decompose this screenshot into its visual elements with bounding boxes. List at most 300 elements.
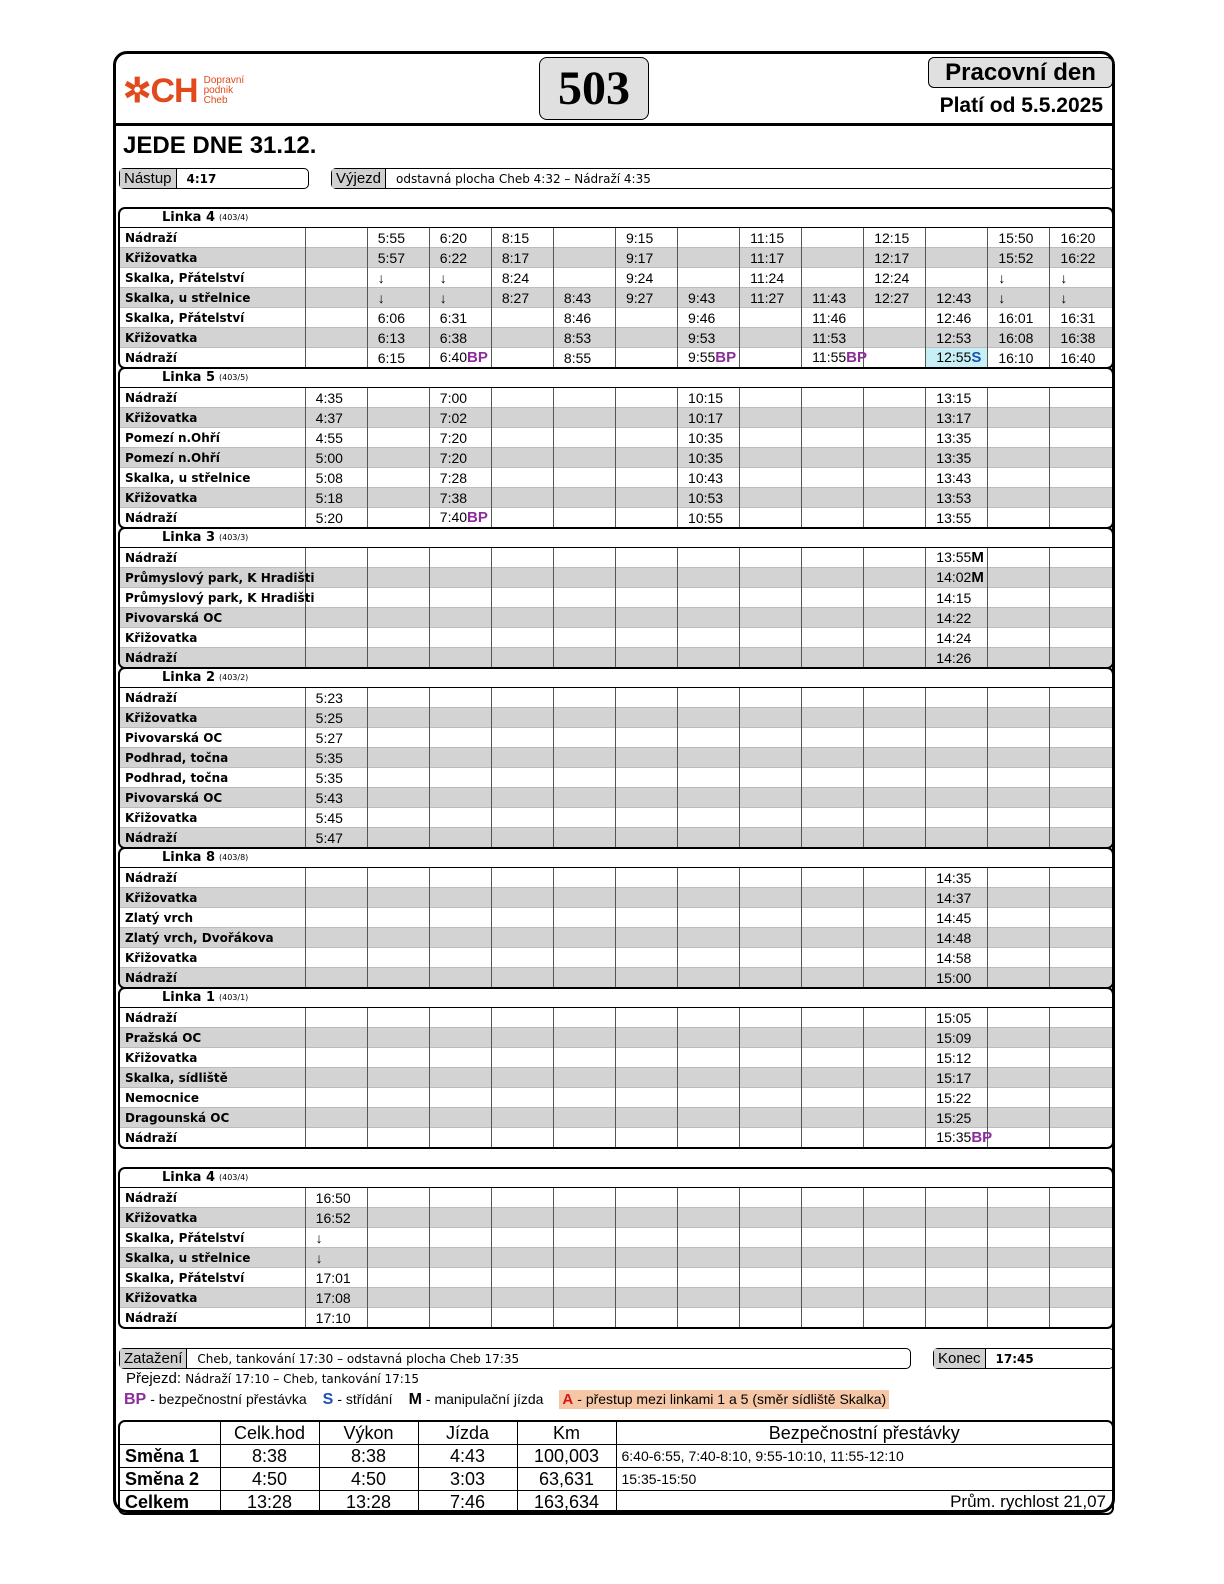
- time-cell: [926, 1108, 988, 1128]
- time-cell: [615, 1288, 677, 1308]
- time-cell: [926, 968, 988, 988]
- legend-item-s: [323, 1391, 393, 1409]
- time-cell: [305, 448, 367, 468]
- time-cell: [429, 1088, 491, 1108]
- time-cell: [615, 828, 677, 848]
- time-cell: [491, 1308, 553, 1328]
- time-cell: [429, 608, 491, 628]
- time-cell: [367, 748, 429, 768]
- stop-row: [120, 1248, 1112, 1268]
- logo-text: [204, 76, 245, 106]
- time-cell: [988, 1008, 1050, 1028]
- time-cell: [429, 308, 491, 328]
- time-cell: [367, 828, 429, 848]
- stop-name: Nádraží: [120, 348, 305, 368]
- valid-from: Platí od 5.5.2025: [939, 94, 1103, 117]
- time-cell: [802, 348, 868, 368]
- time-cell: [1050, 1108, 1112, 1128]
- departure-time: 11:53: [812, 329, 847, 346]
- time-cell: [1050, 228, 1112, 248]
- time-cell: [615, 1248, 677, 1268]
- time-cell: [740, 1048, 802, 1068]
- time-cell: [864, 1308, 926, 1328]
- departure-time: 5:57: [377, 249, 405, 266]
- stop-row: [120, 1208, 1112, 1228]
- stop-row: [120, 448, 1112, 468]
- stop-row: [120, 288, 1112, 308]
- time-cell: [988, 268, 1050, 288]
- time-cell: [678, 788, 740, 808]
- line-title: [120, 989, 1112, 1008]
- time-cell: [429, 348, 491, 368]
- summary-label: Směna 1: [120, 1445, 220, 1468]
- stop-row: [120, 308, 1112, 328]
- time-cell: [802, 1048, 864, 1068]
- time-cell: [988, 588, 1050, 608]
- time-cell: [802, 608, 864, 628]
- time-cell: [802, 928, 864, 948]
- time-cell: [1050, 508, 1112, 528]
- departure-time: 5:23: [315, 689, 343, 706]
- time-cell: [678, 1108, 740, 1128]
- time-cell: [926, 608, 988, 628]
- stop-row: [120, 1188, 1112, 1208]
- time-cell: [615, 1088, 677, 1108]
- stop-row: [120, 1048, 1112, 1068]
- time-cell: [864, 388, 926, 408]
- departure-time: 13:17: [936, 409, 972, 426]
- departure-time: 9:55: [688, 349, 716, 365]
- summary-header: Celk.hod: [220, 1422, 319, 1445]
- time-cell: [615, 248, 677, 268]
- time-cell: [740, 608, 802, 628]
- departure-time: 9:17: [625, 249, 654, 266]
- time-cell: [367, 1068, 429, 1088]
- time-cell: [615, 688, 677, 708]
- time-cell: [367, 448, 429, 468]
- time-cell: [926, 908, 988, 928]
- summary-breaks: Prům. rychlost 21,07: [950, 1492, 1106, 1511]
- time-cell: [429, 548, 491, 568]
- time-cell: [1050, 908, 1112, 928]
- time-cell: [615, 1268, 677, 1288]
- time-cell: [305, 1008, 367, 1028]
- time-cell: [367, 548, 429, 568]
- stop-row: [120, 248, 1112, 268]
- time-cell: [802, 648, 864, 668]
- time-cell: [740, 1068, 802, 1088]
- time-cell: [1050, 608, 1112, 628]
- departure-time: 15:35: [936, 1129, 972, 1145]
- time-cell: [491, 408, 553, 428]
- time-cell: [740, 1128, 802, 1148]
- time-cell: [864, 268, 926, 288]
- time-cell: [988, 1208, 1050, 1228]
- line-title: [120, 209, 1112, 228]
- summary-jizda: 3:03: [418, 1468, 517, 1491]
- stop-row: [120, 708, 1112, 728]
- time-cell: [740, 628, 802, 648]
- departure-time: 13:55: [936, 509, 972, 526]
- time-cell: [802, 908, 864, 928]
- time-cell: [491, 1268, 553, 1288]
- departure-label: Výjezd: [332, 169, 386, 188]
- stop-name: Skalka, u střelnice: [120, 288, 305, 308]
- legend-key: M: [408, 1390, 422, 1408]
- time-cell: [926, 468, 988, 488]
- stop-row: [120, 888, 1112, 908]
- time-cell: [615, 288, 677, 308]
- time-cell: [678, 828, 740, 848]
- time-cell: [864, 908, 926, 928]
- departure-time: 7:28: [439, 469, 468, 486]
- departure-time: 11:55: [812, 349, 847, 365]
- time-cell: [740, 1228, 802, 1248]
- time-cell: [429, 828, 491, 848]
- time-cell: [678, 548, 740, 568]
- departure-time: 5:00: [315, 449, 343, 466]
- start-time: 4:17: [186, 171, 217, 186]
- stop-name: Křižovatka: [120, 708, 305, 728]
- time-cell: [491, 648, 553, 668]
- time-cell: [367, 268, 429, 288]
- time-cell: [864, 708, 926, 728]
- time-cell: [491, 608, 553, 628]
- departure-time: 10:35: [688, 429, 724, 446]
- time-cell: [678, 748, 740, 768]
- time-cell: [367, 648, 429, 668]
- time-cell: [429, 508, 491, 528]
- time-cell: [491, 768, 553, 788]
- stop-name: Nádraží: [120, 548, 305, 568]
- summary-vykon: 13:28: [319, 1491, 418, 1514]
- time-cell: [740, 488, 802, 508]
- time-cell: [988, 1128, 1050, 1148]
- time-cell: [491, 1088, 553, 1108]
- departure-time: 11:43: [812, 289, 847, 306]
- line-code: (403/2): [218, 673, 249, 682]
- time-cell: [802, 1248, 864, 1268]
- line-block: [118, 207, 1114, 369]
- time-cell: [678, 808, 740, 828]
- time-cell: [802, 1128, 864, 1148]
- time-cell: [553, 428, 615, 448]
- time-cell: [429, 1048, 491, 1068]
- departure-time: 14:22: [936, 609, 972, 626]
- time-cell: [615, 1188, 677, 1208]
- time-cell: [988, 1028, 1050, 1048]
- time-cell: [615, 428, 677, 448]
- time-cell: [864, 548, 926, 568]
- time-cell: [802, 448, 864, 468]
- logo-mark: ✲CH: [123, 72, 198, 110]
- time-cell: [615, 948, 677, 968]
- time-cell: [429, 488, 491, 508]
- departure-time: 7:02: [439, 409, 468, 426]
- time-cell: [553, 868, 615, 888]
- time-cell: [740, 1008, 802, 1028]
- time-cell: [802, 768, 864, 788]
- time-cell: [491, 328, 553, 348]
- time-cell: [429, 968, 491, 988]
- stop-name: Křižovatka: [120, 328, 305, 348]
- departure-time: 17:01: [315, 1269, 351, 1286]
- departure-time: 14:24: [936, 629, 972, 646]
- departure-time: 6:38: [439, 329, 468, 346]
- time-cell: [615, 708, 677, 728]
- time-cell: [491, 268, 553, 288]
- line-code: (403/3): [218, 533, 249, 542]
- stop-name: Pivovarská OC: [120, 788, 305, 808]
- time-cell: [864, 488, 926, 508]
- departure-time: 6:40: [439, 349, 468, 365]
- time-cell: [615, 468, 677, 488]
- time-cell: [864, 1208, 926, 1228]
- time-cell: [305, 328, 367, 348]
- time-cell: [615, 1068, 677, 1088]
- legend-item-bp: [124, 1391, 307, 1409]
- time-cell: [802, 1288, 864, 1308]
- time-cell: [988, 1068, 1050, 1088]
- time-cell: [367, 908, 429, 928]
- stop-name: Křižovatka: [120, 488, 305, 508]
- time-cell: [864, 308, 926, 328]
- time-cell: [367, 288, 429, 308]
- stop-name: Nádraží: [120, 968, 305, 988]
- time-cell: [740, 468, 802, 488]
- stop-name: Zlatý vrch: [120, 908, 305, 928]
- time-cell: [926, 1228, 988, 1248]
- time-cell: [305, 808, 367, 828]
- summary-vykon: 4:50: [319, 1468, 418, 1491]
- stop-row: [120, 1028, 1112, 1048]
- time-cell: [367, 1108, 429, 1128]
- time-cell: [1050, 888, 1112, 908]
- time-cell: [678, 908, 740, 928]
- time-cell: [926, 1088, 988, 1108]
- departure-time: 12:17: [874, 249, 910, 266]
- time-cell: [926, 288, 988, 308]
- time-cell: [491, 468, 553, 488]
- summary-row: [120, 1491, 1112, 1514]
- departure-time: 12:53: [936, 329, 972, 346]
- time-cell: [740, 868, 802, 888]
- stop-name: Křižovatka: [120, 1208, 305, 1228]
- time-cell: [678, 428, 740, 448]
- time-cell: [491, 348, 553, 368]
- time-cell: [678, 628, 740, 648]
- time-cell: [678, 1068, 740, 1088]
- time-cell: [926, 1288, 988, 1308]
- time-cell: [864, 248, 926, 268]
- time-cell: [678, 1228, 740, 1248]
- time-cell: [1050, 308, 1112, 328]
- time-cell: [367, 788, 429, 808]
- time-cell: [926, 448, 988, 468]
- time-cell: [1050, 348, 1112, 368]
- time-cell: [429, 1288, 491, 1308]
- time-cell: [926, 948, 988, 968]
- time-cell: [926, 888, 988, 908]
- time-cell: [553, 448, 615, 468]
- time-cell: [429, 908, 491, 928]
- time-cell: [553, 968, 615, 988]
- departure-time: 8:15: [501, 229, 530, 246]
- time-cell: [429, 1008, 491, 1028]
- stop-row: [120, 628, 1112, 648]
- departure-time: 17:10: [315, 1309, 351, 1326]
- legend-item-a: [559, 1390, 889, 1409]
- line-name: Linka 4: [162, 210, 215, 225]
- time-cell: [429, 328, 491, 348]
- time-cell: [802, 868, 864, 888]
- line-name: Linka 4: [162, 1170, 215, 1185]
- departure-time: 8:55: [563, 349, 592, 366]
- time-cell: [305, 748, 367, 768]
- time-cell: [802, 1108, 864, 1128]
- time-cell: [491, 1188, 553, 1208]
- departure-time: 10:35: [688, 449, 724, 466]
- shift-summary: [118, 1420, 1114, 1515]
- time-cell: [367, 1188, 429, 1208]
- return-pill: [119, 1348, 911, 1369]
- stop-row: [120, 1268, 1112, 1288]
- time-cell: [553, 768, 615, 788]
- time-cell: [740, 588, 802, 608]
- down-arrow-icon: ↓: [1060, 289, 1068, 306]
- stop-row: [120, 728, 1112, 748]
- legend-text: - střídání: [337, 1390, 393, 1407]
- time-cell: [305, 1188, 367, 1208]
- time-cell: [864, 928, 926, 948]
- time-cell: [367, 888, 429, 908]
- down-arrow-icon: ↓: [439, 269, 447, 286]
- stop-name: Křižovatka: [120, 888, 305, 908]
- legend-text: - přestup mezi linkami 1 a 5 (směr sídliště Skalka): [577, 1391, 887, 1407]
- departure-time: 5:27: [315, 729, 343, 746]
- time-cell: [988, 1048, 1050, 1068]
- time-cell: [367, 688, 429, 708]
- time-cell: [926, 408, 988, 428]
- time-cell: [429, 868, 491, 888]
- departure-time: 4:35: [315, 389, 343, 406]
- time-cell: [802, 568, 864, 588]
- time-cell: [988, 288, 1050, 308]
- time-cell: [367, 1008, 429, 1028]
- summary-km: 100,003: [517, 1445, 616, 1468]
- time-cell: [367, 328, 429, 348]
- time-cell: [802, 748, 864, 768]
- departure-time: 15:50: [998, 229, 1034, 246]
- time-cell: [1050, 588, 1112, 608]
- time-cell: [615, 808, 677, 828]
- departure-time: 11:15: [750, 229, 785, 246]
- time-cell: [1050, 1088, 1112, 1108]
- time-cell: [1050, 448, 1112, 468]
- stop-row: [120, 468, 1112, 488]
- time-cell: [367, 868, 429, 888]
- time-cell: [615, 888, 677, 908]
- stop-row: [120, 408, 1112, 428]
- time-cell: [429, 1308, 491, 1328]
- time-cell: [988, 388, 1050, 408]
- flag-s: S: [971, 349, 982, 366]
- time-cell: [1050, 408, 1112, 428]
- time-cell: [678, 1268, 740, 1288]
- summary-vykon: 8:38: [319, 1445, 418, 1468]
- time-cell: [678, 728, 740, 748]
- departure-time: 10:17: [688, 409, 724, 426]
- departure-time: 14:48: [936, 929, 972, 946]
- time-cell: [926, 828, 988, 848]
- time-cell: [491, 548, 553, 568]
- departure-time: 9:43: [688, 289, 716, 306]
- time-cell: [740, 1208, 802, 1228]
- time-cell: [553, 928, 615, 948]
- time-cell: [678, 688, 740, 708]
- legend-key: BP: [124, 1390, 147, 1408]
- departure-time: 15:12: [936, 1049, 972, 1066]
- line-name: Linka 5: [162, 370, 215, 385]
- time-cell: [553, 408, 615, 428]
- time-cell: [553, 308, 615, 328]
- legend: [124, 1390, 905, 1409]
- time-cell: [429, 748, 491, 768]
- time-cell: [491, 928, 553, 948]
- time-cell: [1050, 788, 1112, 808]
- time-cell: [305, 248, 367, 268]
- time-cell: [429, 428, 491, 448]
- time-cell: [678, 268, 740, 288]
- flag-m: M: [971, 569, 984, 586]
- time-cell: [305, 868, 367, 888]
- departure-time: 5:08: [315, 469, 343, 486]
- time-cell: [864, 448, 926, 468]
- time-cell: [305, 628, 367, 648]
- time-cell: [367, 1028, 429, 1048]
- time-cell: [678, 328, 740, 348]
- time-cell: [926, 1248, 988, 1268]
- time-cell: [988, 508, 1050, 528]
- departure-time: 6:15: [377, 349, 405, 366]
- time-cell: [1050, 568, 1112, 588]
- time-cell: [1050, 1128, 1112, 1148]
- departure-time: 16:20: [1060, 229, 1096, 246]
- time-cell: [988, 788, 1050, 808]
- time-cell: [802, 1308, 864, 1328]
- time-cell: [802, 1088, 864, 1108]
- time-cell: [429, 648, 491, 668]
- time-cell: [678, 248, 740, 268]
- time-cell: [678, 288, 740, 308]
- time-cell: [926, 1188, 988, 1208]
- time-cell: [491, 1048, 553, 1068]
- stop-name: Pivovarská OC: [120, 728, 305, 748]
- stop-name: Skalka, u střelnice: [120, 468, 305, 488]
- time-cell: [1050, 728, 1112, 748]
- time-cell: [864, 288, 926, 308]
- departure-time: 16:22: [1060, 249, 1096, 266]
- time-cell: [553, 1228, 615, 1248]
- departure-time: 5:43: [315, 789, 343, 806]
- time-cell: [429, 1188, 491, 1208]
- time-cell: [740, 768, 802, 788]
- departure-pill: [331, 168, 1114, 189]
- stop-row: [120, 1068, 1112, 1088]
- time-cell: [615, 328, 677, 348]
- time-cell: [305, 1268, 367, 1288]
- time-cell: [988, 1108, 1050, 1128]
